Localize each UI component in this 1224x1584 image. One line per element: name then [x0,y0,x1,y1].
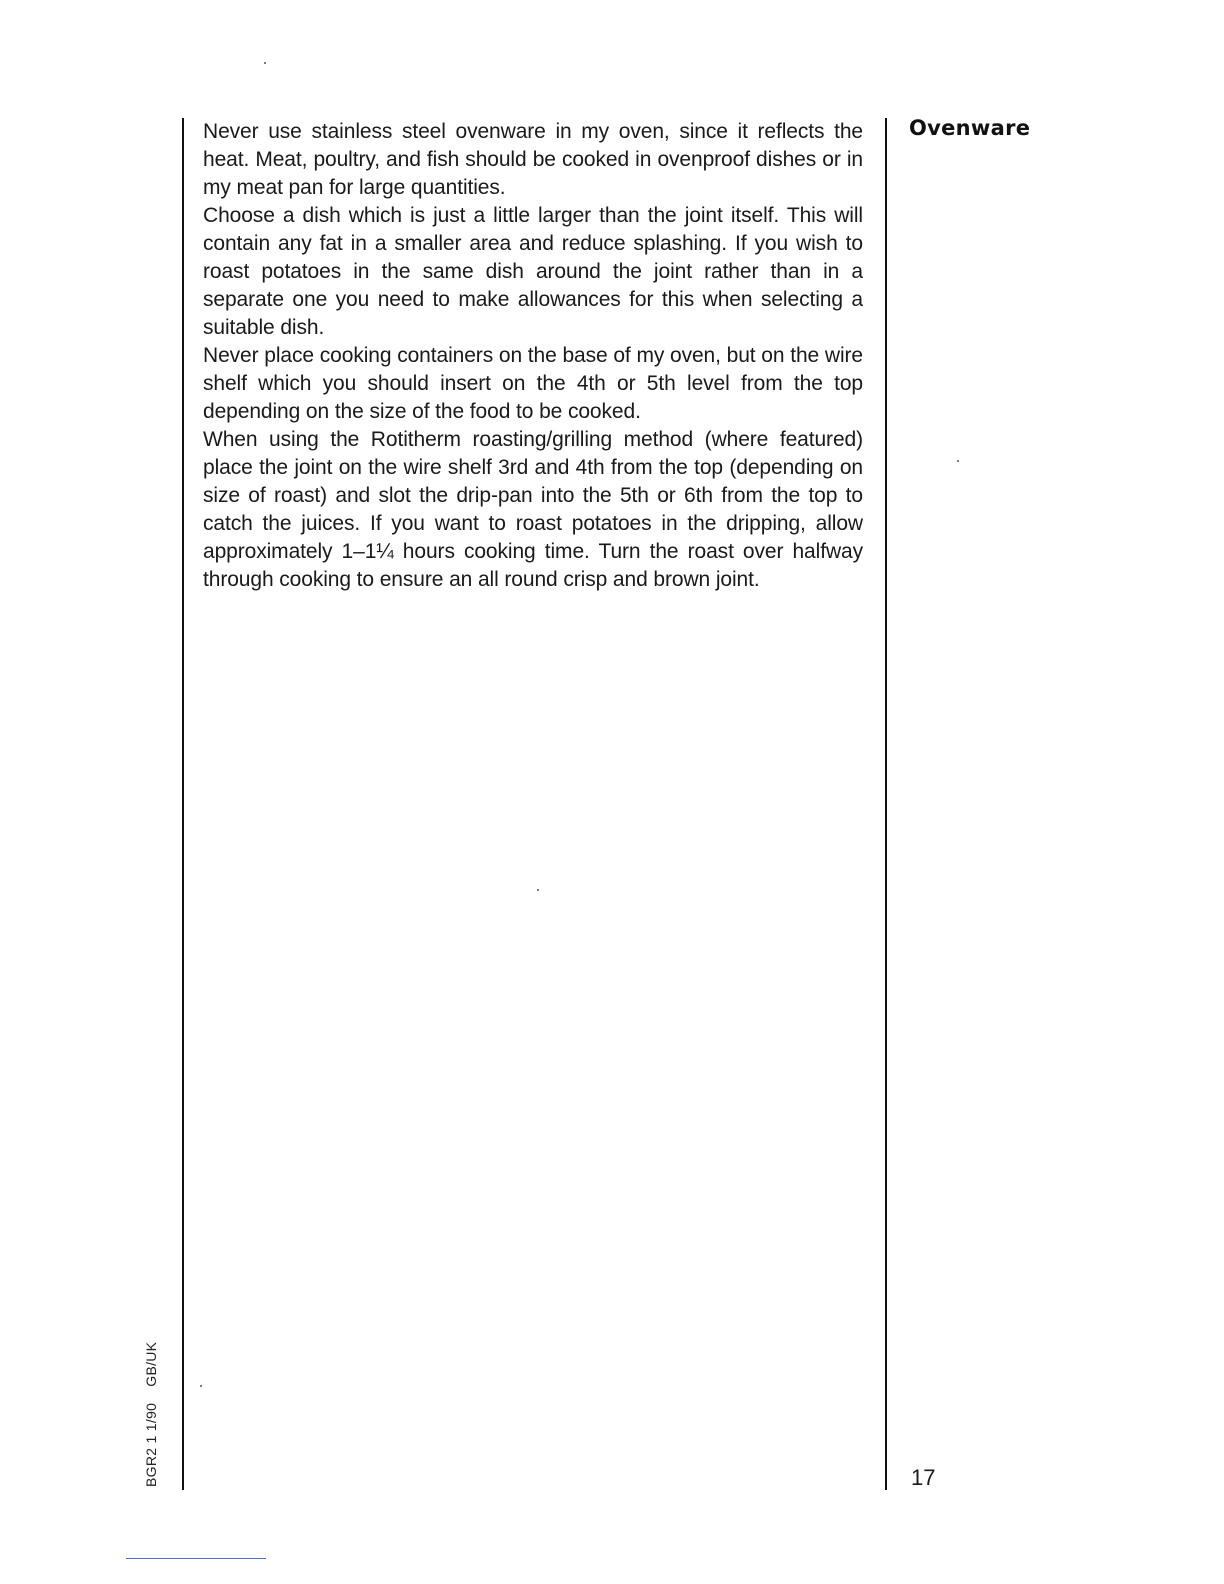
scan-speck [537,889,539,891]
scan-speck [957,460,959,462]
document-region: GB/UK [143,1341,159,1387]
paragraph-stainless-steel: Never use stainless steel ovenware in my oven, since it reflects the heat. Meat, poultry, and fish should be cooked in ovenproof dishes or in my meat pan for large quantities. [203,120,863,199]
body-text [203,118,863,594]
document-code-id: BGR2 1 1/90 [143,1402,159,1487]
section-heading: Ovenware [909,116,1031,140]
scan-speck [264,62,266,64]
paragraph-choose-dish: Choose a dish which is just a little larger than the joint itself. This will contain any fat in a smaller area and reduce splashing. If you wish to roast potatoes in the same dish around the joint rather than in a separate one you need to make allowances for this when selecting a suitable dish. [203,204,863,339]
document-code [143,1326,159,1487]
scan-speck [200,1385,202,1387]
right-margin-rule [885,118,887,1490]
left-margin-rule [182,118,184,1490]
footer-line [126,1558,266,1559]
paragraph-cooking-containers: Never place cooking containers on the base of my oven, but on the wire shelf which you should insert on the 4th or 5th level from the top depending on the size of the food to be cooked. [203,344,863,423]
paragraph-rotitherm: When using the Rotitherm roasting/grilling method (where featured) place the joint on the wire shelf 3rd and 4th from the top (depending on size of roast) and slot the drip-pan into the 5th or 6th from the top to catch the juices. If you want to roast potatoes in the dripping, allow approximately 1–1¼ hours cooking time. Turn the roast over halfway through cooking to ensure an all round crisp and brown joint. [203,428,863,591]
page-number: 17 [911,1465,936,1490]
